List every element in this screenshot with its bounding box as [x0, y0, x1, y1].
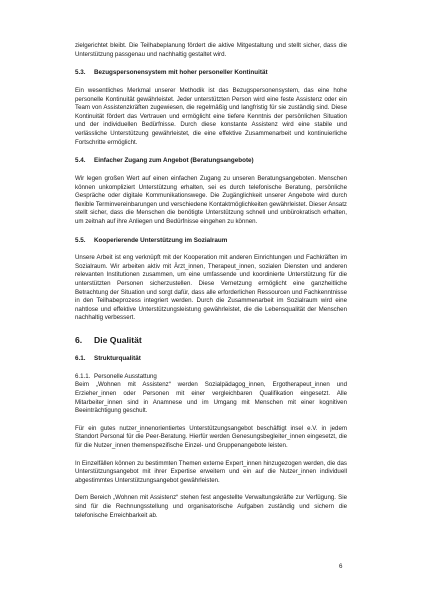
- section-number: 6.1.: [75, 355, 86, 363]
- paragraph-5-5: Unsere Arbeit ist eng verknüpft mit der Kooperation mit anderen Einrichtungen und Fachkräften im Sozialraum. Wir arbeiten aktiv mit Ärzt_innen, Therapeut_innen, sozialen Diensten und anderen relevanten Institutionen zusammen, um eine umfassende und koordinierte Unterstützung für die unterstützten Personen sicherzustellen. Diese Vernetzung ermöglicht eine ganzheitliche Betrachtung der Situation und sorgt dafür, dass alle erforderlichen Ressourcen und Fachkenntnisse in den Teilhabeprozess integriert werden. Durch die Zusammenarbeit im Sozialraum wird eine nahtlose und effektive Unterstützungsleistung gewährleistet, die die Lebensqualität der Menschen nachhaltig verbessert.: [75, 254, 347, 322]
- page-content: [75, 42, 347, 520]
- section-heading-5-4: [75, 157, 347, 166]
- section-title: Strukturqualität: [94, 355, 141, 363]
- subsection-heading-6-1-1: [75, 373, 347, 382]
- paragraph-6-1-1-d: Dem Bereich „Wohnen mit Assistenz“ stehen fest angestellte Verwaltungskräfte zur Verfügung. Sie sind für die Rechnungsstellung und organisatorische Aufgaben zuständig und sichern die telefonische Erreichbarkeit ab.: [75, 494, 347, 519]
- subsection-title: Personelle Ausstattung: [94, 372, 157, 380]
- subsection-number: 6.1.1.: [75, 372, 91, 380]
- paragraph-6-1-1-a: Beim „Wohnen mit Assistenz“ werden Sozialpädagog_innen, Ergotherapeut_innen und Erzieher_innen oder Personen mit einer vergleichbaren Qualifikation eingesetzt. Alle Mitarbeiter_innen sind in Anamnese und im Umgang mit Menschen mit einer kognitiven Beeinträchtigung geschult.: [75, 381, 347, 415]
- paragraph-5-3: Ein wesentliches Merkmal unserer Methodik ist das Bezugspersonensystem, das eine hohe personelle Kontinuität gewährleistet. Jeder unterstützten Person wird eine feste Assistenz oder ein Team von Assistenzkräften zugewiesen, die regelmäßig und langfristig für sie zuständig sind. Diese Kontinuität fördert das Vertrauen und ermöglicht eine tiefere Kenntnis der persönlichen Situation und der individuellen Bedürfnisse. Durch diese konstante Assistenz wird eine stabile und verlässliche Unterstützung gewährleistet, die eine effektive Zusammenarbeit und kontinuierliche Fortschritte ermöglicht.: [75, 86, 347, 146]
- section-number: 5.5.: [75, 236, 86, 244]
- paragraph-6-1-1-c: In Einzelfällen können zu bestimmten Themen externe Expert_innen hinzugezogen werden, die das Unterstützungsangebot mit ihrer Expertise erweitern und ein auf die Nutzer_innen individuell abgestimmtes Unterstützungsangebot gewährleisten.: [75, 459, 347, 484]
- section-title: Einfacher Zugang zum Angebot (Beratungsangebote): [94, 157, 254, 165]
- chapter-heading-6: [75, 335, 347, 346]
- section-heading-6-1: [75, 355, 347, 364]
- section-number: 5.3.: [75, 69, 86, 77]
- section-heading-5-5: [75, 237, 347, 246]
- section-title: Kooperierende Unterstützung im Sozialraum: [94, 236, 228, 244]
- section-number: 5.4.: [75, 157, 86, 165]
- page-number: 6: [339, 563, 343, 570]
- section-heading-5-3: [75, 69, 347, 78]
- intro-paragraph: zielgerichtet bleibt. Die Teilhabeplanung fördert die aktive Mitgestaltung und stellt sicher, dass die Unterstützung passgenau und nachhaltig gestaltet wird.: [75, 42, 347, 58]
- paragraph-5-4: Wir legen großen Wert auf einen einfachen Zugang zu unseren Beratungsangeboten. Menschen können unkompliziert Unterstützung erhalten, sei es durch telefonische Beratung, persönliche Gespräche oder digitale Kommunikationswege. Die Zugänglichkeit unserer Angebote wird durch flexible Terminvereinbarungen und verschiedene Kontaktmöglichkeiten gewährleistet. Dieser Ansatz stellt sicher, dass die Menschen die benötigte Unterstützung schnell und unbürokratisch erhalten, um zeitnah auf ihre Anliegen und Bedürfnisse eingehen zu können.: [75, 174, 347, 225]
- chapter-title: Die Qualität: [94, 335, 142, 346]
- chapter-number: 6.: [75, 335, 83, 346]
- paragraph-6-1-1-b: Für ein gutes nutzer_innenorientiertes Unterstützungsangebot beschäftigt insel e.V. in jedem Standort Personal für die Peer-Beratung. Hierfür werden Genesungsbegleiter_innen eingesetzt, die für die Nutzer_innen themenspezifische Einzel- und Gruppenangebote leisten.: [75, 424, 347, 449]
- section-title: Bezugspersonensystem mit hoher personeller Kontinuität: [94, 69, 268, 77]
